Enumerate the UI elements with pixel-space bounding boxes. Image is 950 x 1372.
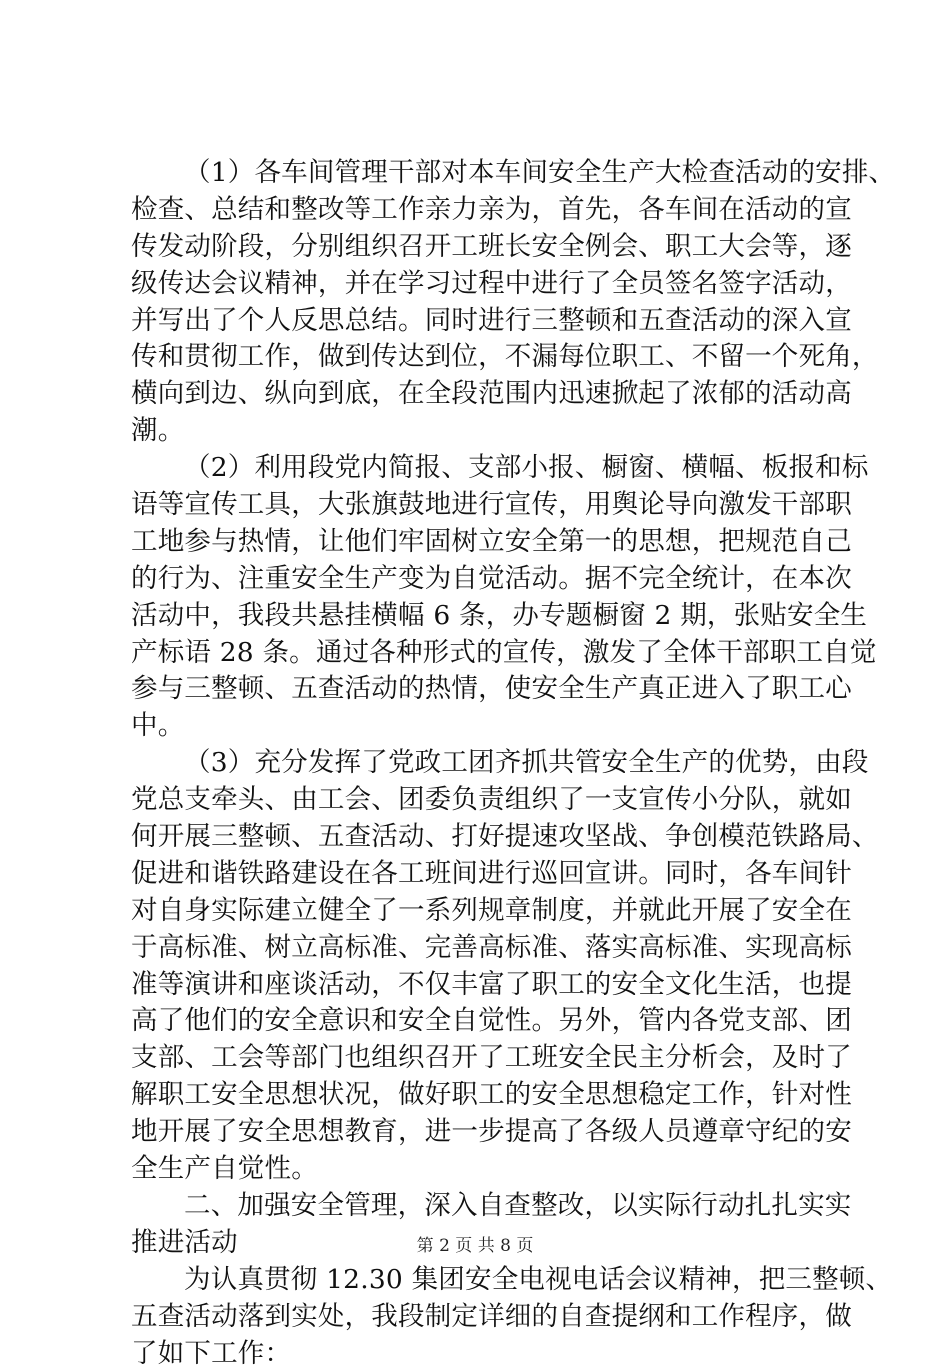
text-line: 横向到边、纵向到底，在全段范围内迅速掀起了浓郁的活动高 [131,376,831,413]
text-line: 促进和谐铁路建设在各工班间进行巡回宣讲。同时，各车间针 [131,856,831,893]
text-line: 产标语 28 条。通过各种形式的宣传，激发了全体干部职工自觉 [131,635,831,672]
text-line: 工地参与热情，让他们牢固树立安全第一的思想，把规范自己 [131,524,831,561]
text-line: 于高标准、树立高标准、完善高标准、落实高标准、实现高标 [131,930,831,967]
text-line: 检查、总结和整改等工作亲力亲为，首先，各车间在活动的宣 [131,192,831,229]
text-line: 全生产自觉性。 [131,1151,831,1188]
text-line: 中。 [131,708,831,745]
text-line: 了如下工作： [131,1336,831,1372]
text-line: 对自身实际建立健全了一系列规章制度，并就此开展了安全在 [131,893,831,930]
text-line: 二、加强安全管理，深入自查整改，以实际行动扎扎实实 [131,1188,831,1225]
text-line: 五查活动落到实处，我段制定详细的自查提纲和工作程序，做 [131,1299,831,1336]
document-body [131,155,831,1372]
text-line: 传发动阶段，分别组织召开工班长安全例会、职工大会等，逐 [131,229,831,266]
text-line: 级传达会议精神，并在学习过程中进行了全员签名签字活动， [131,266,831,303]
text-line: （2）利用段党内简报、支部小报、橱窗、横幅、板报和标 [131,450,831,487]
page-number-footer: 第 2 页 共 8 页 [0,1236,950,1256]
text-line: 参与三整顿、五查活动的热情，使安全生产真正进入了职工心 [131,671,831,708]
text-line: 党总支牵头、由工会、团委负责组织了一支宣传小分队，就如 [131,782,831,819]
text-line: 语等宣传工具，大张旗鼓地进行宣传，用舆论导向激发干部职 [131,487,831,524]
text-line: （3）充分发挥了党政工团齐抓共管安全生产的优势，由段 [131,745,831,782]
text-line: 何开展三整顿、五查活动、打好提速攻坚战、争创模范铁路局、 [131,819,831,856]
text-line: 并写出了个人反思总结。同时进行三整顿和五查活动的深入宣 [131,303,831,340]
text-line: 活动中，我段共悬挂横幅 6 条，办专题橱窗 2 期，张贴安全生 [131,598,831,635]
text-line: 解职工安全思想状况，做好职工的安全思想稳定工作，针对性 [131,1077,831,1114]
text-line: 为认真贯彻 12.30 集团安全电视电话会议精神，把三整顿、 [131,1262,831,1299]
text-line: （1）各车间管理干部对本车间安全生产大检查活动的安排、 [131,155,831,192]
text-line: 推进活动 [131,1225,831,1262]
text-line: 潮。 [131,413,831,450]
text-line: 传和贯彻工作，做到传达到位，不漏每位职工、不留一个死角， [131,339,831,376]
text-line: 高了他们的安全意识和安全自觉性。另外，管内各党支部、团 [131,1003,831,1040]
text-line: 准等演讲和座谈活动，不仅丰富了职工的安全文化生活，也提 [131,967,831,1004]
text-line: 的行为、注重安全生产变为自觉活动。据不完全统计，在本次 [131,561,831,598]
text-line: 地开展了安全思想教育，进一步提高了各级人员遵章守纪的安 [131,1114,831,1151]
text-line: 支部、工会等部门也组织召开了工班安全民主分析会，及时了 [131,1040,831,1077]
